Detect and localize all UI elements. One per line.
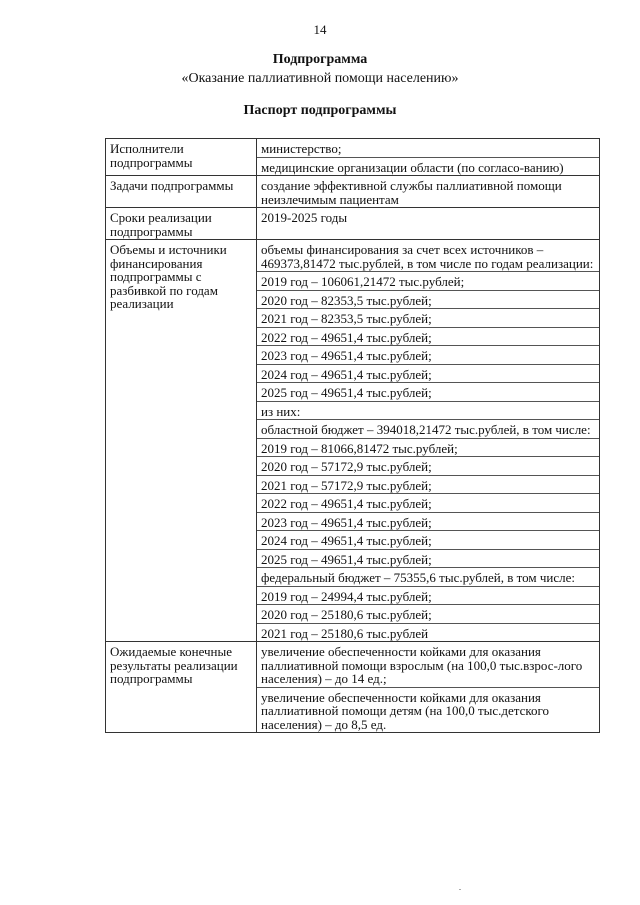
value-line: медицинские организации области (по согласо-ванию) [261, 159, 564, 175]
page-number: 14 [313, 22, 327, 37]
row-label: Ожидаемые конечные результаты реализации подпрограммы [106, 642, 257, 733]
value-line: 2022 год – 49651,4 тыс.рублей; [257, 328, 599, 347]
value-line: 2019 год – 24994,4 тыс.рублей; [257, 587, 599, 606]
passport-heading: Паспорт подпрограммы [243, 103, 397, 118]
value-line: 2019 год – 106061,21472 тыс.рублей; [257, 272, 599, 291]
value-line: федеральный бюджет – 75355,6 тыс.рублей, в том числе: [257, 568, 599, 587]
passport-table [105, 138, 600, 733]
passport-table-body [106, 139, 600, 733]
value-line: 2022 год – 49651,4 тыс.рублей; [257, 494, 599, 513]
value-line: из них: [257, 402, 599, 421]
value-line: 2021 год – 25180,6 тыс.рублей [261, 625, 429, 641]
row-value [257, 139, 600, 176]
value-line: увеличение обеспеченности койками для оказания паллиативной помощи взрослым (на 100,0 тыс.взрос-лого населения) – до 14 ед.; [257, 642, 599, 688]
row-value [257, 208, 600, 240]
value-line: 2024 год – 49651,4 тыс.рублей; [257, 531, 599, 550]
subprogram-subtitle: «Оказание паллиативной помощи населению» [181, 71, 459, 86]
value-line: министерство; [257, 139, 599, 158]
value-line: 2019 год – 81066,81472 тыс.рублей; [257, 439, 599, 458]
value-line: увеличение обеспеченности койками для оказания паллиативной помощи детям (на 100,0 тыс.детского населения) – до 8,5 ед. [261, 689, 550, 732]
row-label: Сроки реализации подпрограммы [106, 208, 257, 240]
value-line: объемы финансирования за счет всех источников – 469373,81472 тыс.рублей, в том числе по годам реализации: [257, 240, 599, 272]
table-row [106, 240, 600, 642]
value-line: создание эффективной службы паллиативной помощи неизлечимым пациентам [261, 178, 562, 207]
row-label: Объемы и источники финансирования подпрограммы с разбивкой по годам реализации [106, 240, 257, 642]
value-line: 2025 год – 49651,4 тыс.рублей; [257, 383, 599, 402]
value-line: 2020 год – 25180,6 тыс.рублей; [257, 605, 599, 624]
table-row [106, 208, 600, 240]
table-row [106, 139, 600, 176]
value-line: 2019-2025 годы [261, 210, 348, 225]
value-line: 2023 год – 49651,4 тыс.рублей; [257, 346, 599, 365]
value-line: 2020 год – 82353,5 тыс.рублей; [257, 291, 599, 310]
value-line: 2024 год – 49651,4 тыс.рублей; [257, 365, 599, 384]
row-label: Задачи подпрограммы [106, 176, 257, 208]
value-line: 2021 год – 57172,9 тыс.рублей; [257, 476, 599, 495]
row-value [257, 240, 600, 642]
scan-speck [459, 889, 461, 890]
table-row [106, 642, 600, 733]
row-label: Исполнители подпрограммы [106, 139, 257, 176]
row-value [257, 176, 600, 208]
value-line: 2025 год – 49651,4 тыс.рублей; [257, 550, 599, 569]
value-line: 2023 год – 49651,4 тыс.рублей; [257, 513, 599, 532]
value-line: областной бюджет – 394018,21472 тыс.рублей, в том числе: [257, 420, 599, 439]
subprogram-title: Подпрограмма [272, 52, 368, 67]
value-line: 2021 год – 82353,5 тыс.рублей; [257, 309, 599, 328]
value-line: 2020 год – 57172,9 тыс.рублей; [257, 457, 599, 476]
row-value [257, 642, 600, 733]
table-row [106, 176, 600, 208]
